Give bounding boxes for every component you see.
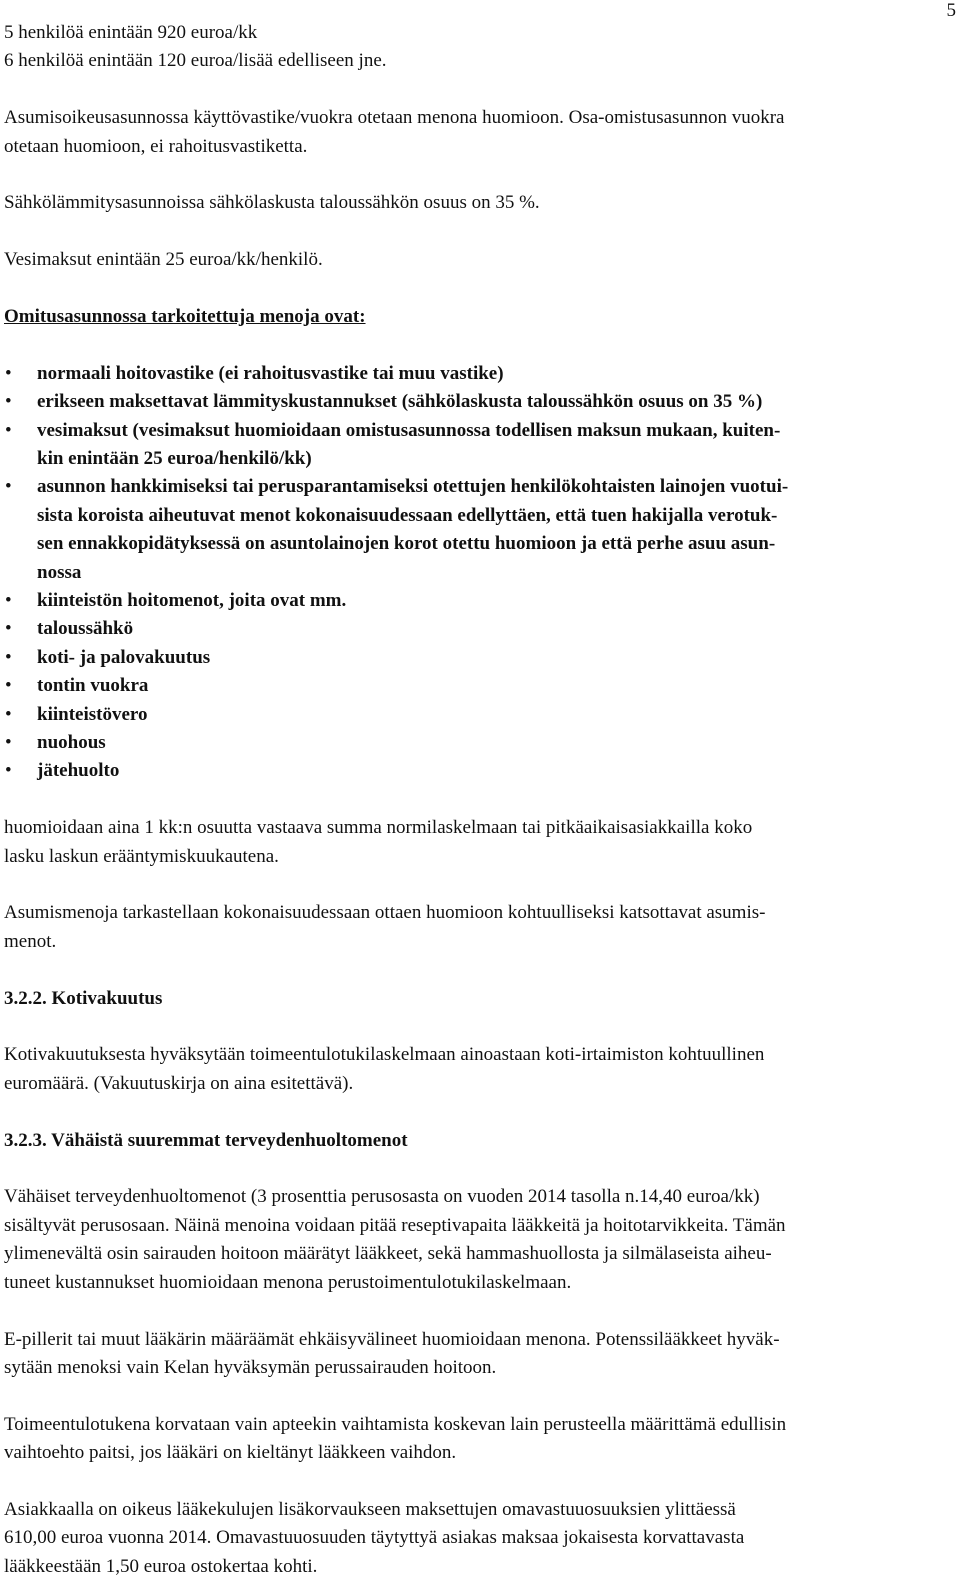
text-line: 6 henkilöä enintään 120 euroa/lisää edelliseen jne. bbox=[4, 50, 387, 72]
bullet-icon: • bbox=[5, 391, 12, 413]
bullet-icon: • bbox=[5, 590, 12, 612]
text-line: euromäärä. (Vakuutuskirja on aina esitettävä). bbox=[4, 1072, 354, 1094]
text-line: Vähäiset terveydenhuoltomenot (3 prosenttia perusosasta on vuoden 2014 tasolla n.14,40 euroa/kk) bbox=[4, 1186, 760, 1208]
text-line: lasku laskun erääntymiskuukautena. bbox=[4, 845, 279, 867]
document-page bbox=[4, 19, 956, 1581]
list-item: • normaali hoitovastike (ei rahoitusvastike tai muu vastike) bbox=[4, 360, 956, 388]
list-item: • nuohous bbox=[4, 729, 956, 757]
asumisoikeus-paragraph bbox=[4, 104, 956, 161]
text-line: huomioidaan aina 1 kk:n osuutta vastaava summa normilaskelmaan tai pitkäaikaisasiakkailla koko bbox=[4, 817, 753, 839]
text-line: vaihtoehto paitsi, jos lääkäri on kieltänyt lääkkeen vaihdon. bbox=[4, 1442, 457, 1464]
text-line: 610,00 euroa vuonna 2014. Omavastuuosuuden täytyttyä asiakas maksaa jokaisesta korvattavasta bbox=[4, 1527, 745, 1549]
intro-paragraph bbox=[4, 19, 956, 76]
text-line: 5 henkilöä enintään 920 euroa/kk bbox=[4, 22, 258, 43]
bullet-icon: • bbox=[5, 618, 12, 640]
text-line: lääkkeestään 1,50 euroa ostokertaa kohti. bbox=[4, 1555, 318, 1577]
asumismenot-paragraph bbox=[4, 899, 956, 956]
page-number: 5 bbox=[946, 0, 956, 21]
omitusasunto-heading: Omitusasunnossa tarkoitettuja menoja ovat: bbox=[4, 306, 366, 327]
bullet-icon: • bbox=[5, 646, 12, 668]
text-line: Toimeentulotukena korvataan vain apteekin vaihtamista koskevan lain perusteella määrittämä edullisin bbox=[4, 1413, 787, 1435]
bullet-icon: • bbox=[5, 675, 12, 697]
list-item: • kiinteistövero bbox=[4, 701, 956, 729]
sahkolammitys-paragraph: Sähkölämmitysasunnoissa sähkölaskusta taloussähkön osuus on 35 %. bbox=[4, 192, 540, 214]
text-line: tuneet kustannukset huomioidaan menona perustoimentulotukilaskelmaan. bbox=[4, 1271, 572, 1293]
bullet-icon: • bbox=[5, 419, 12, 441]
bullet-icon: • bbox=[5, 703, 12, 725]
text-line: Asiakkaalla on oikeus lääkekulujen lisäkorvaukseen maksettujen omavastuuosuuksien ylittäessä bbox=[4, 1498, 736, 1520]
bullet-icon: • bbox=[5, 362, 12, 384]
list-item: • koti- ja palovakuutus bbox=[4, 644, 956, 672]
text-line: Kotivakuutuksesta hyväksytään toimeentulotukilaskelmaan ainoastaan koti-irtaimiston kohtuullinen bbox=[4, 1044, 765, 1066]
bullet-icon: • bbox=[5, 476, 12, 498]
list-item: • kiinteistön hoitomenot, joita ovat mm. bbox=[4, 587, 956, 615]
text-line: Asumismenoja tarkastellaan kokonaisuudessaan ottaen huomioon kohtuulliseksi katsottavat asumis- bbox=[4, 902, 766, 924]
text-line: menot. bbox=[4, 930, 57, 952]
laakevaihto-paragraph bbox=[4, 1411, 956, 1468]
text-line: Asumisoikeusasunnossa käyttövastike/vuokra otetaan menona huomioon. Osa-omistusasunnon vuokra bbox=[4, 107, 785, 129]
list-item: • vesimaksut (vesimaksut huomioidaan omistusasunnossa todellisen maksun mukaan, kuiten- kin enintään 25 euroa/henkilö/kk) bbox=[4, 417, 956, 474]
text-line: otetaan huomioon, ei rahoitusvastiketta. bbox=[4, 135, 308, 157]
e-pillerit-paragraph bbox=[4, 1326, 956, 1383]
list-item: • erikseen maksettavat lämmityskustannukset (sähkölaskusta taloussähkön osuus on 35 %) bbox=[4, 388, 956, 416]
section-heading-kotivakuutus: 3.2.2. Kotivakuutus bbox=[4, 987, 163, 1009]
list-item: • jätehuolto bbox=[4, 757, 956, 785]
list-item: • asunnon hankkimiseksi tai perusparantamiseksi otettujen henkilökohtaisten lainojen vuotui- sista koroista aiheutuvat menot kokonaisuudessaan edellyttäen, että tuen hakijalla verotuk- sen ennakkopidätyksessä on asuntolainojen korot otettu huomioon ja että perhe asuu asun- nossa bbox=[4, 473, 956, 587]
text-line: ylimenevältä osin sairauden hoitoon määrätyt lääkkeet, sekä hammashuollosta ja silmälaseista aiheu- bbox=[4, 1243, 772, 1265]
text-line: sytään menoksi vain Kelan hyväksymän perussairauden hoitoon. bbox=[4, 1356, 497, 1378]
kotivakuutus-paragraph bbox=[4, 1041, 956, 1098]
lisakorvaus-paragraph bbox=[4, 1496, 956, 1581]
text-line: sisältyvät perusosaan. Näinä menoina voidaan pitää reseptivapaita lääkkeitä ja hoitotarvikkeita. Tämän bbox=[4, 1214, 786, 1236]
bullet-icon: • bbox=[5, 760, 12, 782]
text-line: E-pillerit tai muut lääkärin määräämät ehkäisyvälineet huomioidaan menona. Potenssilääkkeet hyväk- bbox=[4, 1328, 780, 1350]
list-item: • tontin vuokra bbox=[4, 672, 956, 700]
list-item: • taloussähkö bbox=[4, 615, 956, 643]
section-heading-terveydenhuoltomenot: 3.2.3. Vähäistä suuremmat terveydenhuoltomenot bbox=[4, 1129, 408, 1151]
huomioidaan-paragraph bbox=[4, 814, 956, 871]
vesimaksut-paragraph: Vesimaksut enintään 25 euroa/kk/henkilö. bbox=[4, 249, 323, 271]
bullet-icon: • bbox=[5, 732, 12, 754]
menot-bullet-list bbox=[4, 360, 956, 786]
terveydenhuolto-paragraph bbox=[4, 1183, 956, 1297]
